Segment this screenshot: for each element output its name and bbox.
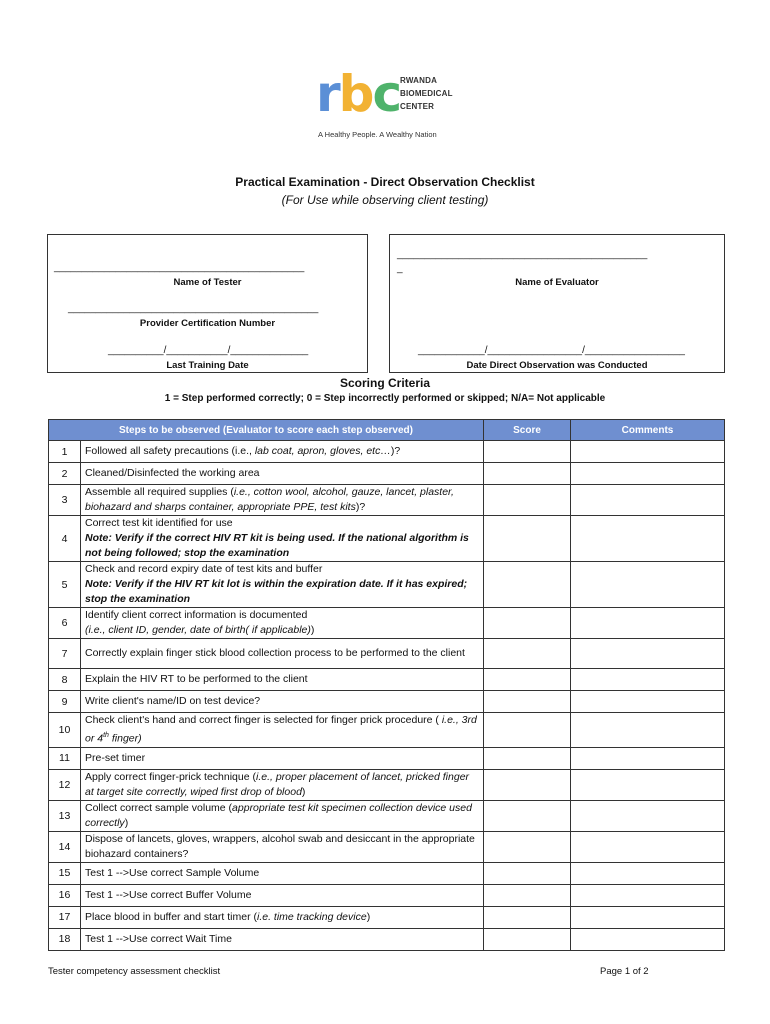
evaluator-name-label: Name of Evaluator	[515, 277, 599, 288]
table-row	[49, 713, 725, 748]
comments-cell[interactable]	[571, 906, 725, 928]
score-cell[interactable]	[484, 669, 571, 691]
table-row	[49, 485, 725, 516]
table-row	[49, 441, 725, 463]
comments-cell[interactable]	[571, 862, 725, 884]
evaluator-name-line-2: _	[397, 263, 403, 274]
score-cell[interactable]	[484, 516, 571, 562]
step-number: 14	[49, 831, 81, 862]
table-row	[49, 463, 725, 485]
step-number: 4	[49, 516, 81, 562]
comments-cell[interactable]	[571, 831, 725, 862]
step-text: i.e., proper placement of lancet, pricked finger at target site correctly, wiped first drop of blood	[85, 770, 470, 798]
table-row	[49, 884, 725, 906]
step-description	[81, 769, 484, 800]
tester-name-label: Name of Tester	[173, 277, 242, 288]
step-number: 8	[49, 669, 81, 691]
step-text: Correct test kit identified for use	[85, 517, 233, 529]
table-row	[49, 831, 725, 862]
table-row	[49, 639, 725, 669]
evaluator-name-line[interactable]: _____________________________________________	[397, 249, 648, 260]
comments-cell[interactable]	[571, 800, 725, 831]
scoring-criteria-title: Scoring Criteria	[339, 376, 431, 390]
step-description	[81, 691, 484, 713]
page-subtitle: (For Use while observing client testing)	[281, 193, 489, 207]
score-cell[interactable]	[484, 485, 571, 516]
step-description	[81, 831, 484, 862]
step-number: 1	[49, 441, 81, 463]
score-cell[interactable]	[484, 831, 571, 862]
step-number: 3	[49, 485, 81, 516]
comments-cell[interactable]	[571, 769, 725, 800]
step-text: Followed all safety precautions (i.e.,	[85, 445, 255, 457]
table-row	[49, 747, 725, 769]
table-row	[49, 562, 725, 608]
step-description	[81, 608, 484, 639]
step-number: 9	[49, 691, 81, 713]
step-text: Pre-set timer	[85, 751, 146, 764]
step-text: Note: Verify if the HIV RT kit lot is within the expiration date. If it has expired; stop the examination	[85, 578, 468, 605]
logo-letter-r: r	[316, 65, 339, 123]
logo-name-line: RWANDA	[400, 76, 438, 85]
table-row	[49, 691, 725, 713]
step-description	[81, 906, 484, 928]
step-number: 15	[49, 862, 81, 884]
step-number: 6	[49, 608, 81, 639]
comments-cell[interactable]	[571, 691, 725, 713]
score-header: Score	[484, 420, 571, 441]
step-text: finger)	[108, 732, 142, 745]
last-training-date-line[interactable]: __________/___________/______________	[108, 345, 309, 356]
logo-letter-b: b	[338, 65, 373, 123]
step-number: 10	[49, 713, 81, 748]
step-text: )	[366, 910, 371, 923]
step-text: Cleaned/Disinfected the working area	[85, 467, 260, 479]
step-description	[81, 862, 484, 884]
step-number: 5	[49, 562, 81, 608]
table-row	[49, 769, 725, 800]
step-text: (i.e., client ID, gender, date of birth( if applicable)	[85, 624, 311, 636]
step-number: 7	[49, 639, 81, 669]
step-text: lab coat, apron, gloves, etc…	[254, 445, 391, 457]
step-text: Test 1 -->Use correct Wait Time	[85, 932, 232, 945]
step-text: Test 1 -->Use correct Sample Volume	[85, 866, 260, 879]
steps-header: Steps to be observed (Evaluator to score each step observed)	[49, 420, 484, 441]
step-text: Identify client correct information is documented	[85, 609, 308, 621]
step-text: Collect correct sample volume (	[85, 801, 233, 814]
comments-cell[interactable]	[571, 669, 725, 691]
tester-info-box	[47, 234, 368, 373]
step-number: 11	[49, 747, 81, 769]
logo-tagline: A Healthy People. A Wealthy Nation	[318, 130, 437, 139]
score-cell[interactable]	[484, 608, 571, 639]
step-text: Note: Verify if the correct HIV RT kit is being used. If the national algorithm is not being followed; stop the examination	[85, 532, 469, 559]
scoring-criteria-desc: 1 = Step performed correctly; 0 = Step incorrectly performed or skipped; N/A= Not applicable	[164, 393, 606, 404]
score-cell[interactable]	[484, 906, 571, 928]
step-description	[81, 884, 484, 906]
score-cell[interactable]	[484, 463, 571, 485]
step-text: Place blood in buffer and start timer (	[85, 910, 257, 923]
tester-name-line[interactable]: _____________________________________________	[54, 262, 305, 273]
step-text: Test 1 -->Use correct Buffer Volume	[85, 888, 252, 901]
page-title: Practical Examination - Direct Observation Checklist	[235, 175, 535, 189]
provider-cert-line[interactable]: _____________________________________________	[68, 303, 319, 314]
step-text: Assemble all required supplies (	[85, 486, 234, 498]
step-text: Check and record expiry date of test kits and buffer	[85, 563, 323, 575]
score-cell[interactable]	[484, 769, 571, 800]
step-text: )?	[390, 445, 401, 457]
step-description	[81, 713, 484, 748]
score-cell[interactable]	[484, 639, 571, 669]
step-text: i.e. time tracking device	[256, 910, 367, 923]
step-text: )?	[355, 501, 366, 513]
table-header-row	[49, 420, 725, 441]
evaluator-info-box	[389, 234, 725, 373]
comments-cell[interactable]	[571, 747, 725, 769]
step-description	[81, 747, 484, 769]
step-text: i.e., 3rd or 4	[85, 714, 477, 745]
score-cell[interactable]	[484, 800, 571, 831]
score-cell[interactable]	[484, 713, 571, 748]
step-number: 12	[49, 769, 81, 800]
score-cell[interactable]	[484, 691, 571, 713]
observation-date-label: Date Direct Observation was Conducted	[466, 360, 648, 371]
step-description	[81, 516, 484, 562]
score-cell[interactable]	[484, 747, 571, 769]
comments-cell[interactable]	[571, 485, 725, 516]
logo-name-line: BIOMEDICAL	[400, 89, 453, 98]
table-row	[49, 800, 725, 831]
comments-cell[interactable]	[571, 608, 725, 639]
rbc-logo-letters	[316, 66, 400, 122]
step-text: Apply correct finger-prick technique (	[85, 770, 256, 783]
comments-cell[interactable]	[571, 639, 725, 669]
score-cell[interactable]	[484, 562, 571, 608]
table-row	[49, 906, 725, 928]
step-description	[81, 562, 484, 608]
logo-org-name	[400, 74, 453, 113]
step-text: Correctly explain finger stick blood collection process to be performed to the client	[85, 647, 465, 659]
table-row	[49, 862, 725, 884]
footer-doc-name: Tester competency assessment checklist	[48, 966, 221, 977]
step-description	[81, 800, 484, 831]
step-text: i.e., cotton wool, alcohol, gauze, lancet, plaster, biohazard and sharps container, appropriate PPE, test kits	[85, 486, 454, 513]
score-cell[interactable]	[484, 862, 571, 884]
step-text: Explain the HIV RT to be performed to the client	[85, 673, 308, 685]
checklist-table	[48, 419, 725, 951]
score-cell[interactable]	[484, 441, 571, 463]
comments-cell[interactable]	[571, 884, 725, 906]
comments-cell[interactable]	[571, 928, 725, 950]
comments-cell[interactable]	[571, 713, 725, 748]
step-number: 16	[49, 884, 81, 906]
score-cell[interactable]	[484, 884, 571, 906]
step-description	[81, 463, 484, 485]
footer-page-number: Page 1 of 2	[600, 966, 649, 977]
step-number: 18	[49, 928, 81, 950]
step-text: )	[301, 785, 306, 798]
logo-name-line: CENTER	[400, 102, 435, 111]
step-number: 17	[49, 906, 81, 928]
comments-cell[interactable]	[571, 441, 725, 463]
step-text: appropriate test kit specimen collection device used correctly	[85, 801, 472, 829]
step-text: )	[310, 624, 315, 636]
step-description	[81, 669, 484, 691]
step-text: th	[103, 732, 109, 739]
comments-cell[interactable]	[571, 463, 725, 485]
comments-header: Comments	[571, 420, 725, 441]
comments-cell[interactable]	[571, 516, 725, 562]
table-row	[49, 669, 725, 691]
provider-cert-label: Provider Certification Number	[139, 318, 276, 329]
score-cell[interactable]	[484, 928, 571, 950]
step-text: )	[124, 816, 129, 829]
step-text: Dispose of lancets, gloves, wrappers, alcohol swab and desiccant in the appropriate biohazard containers?	[85, 832, 475, 860]
step-text: Write client's name/ID on test device?	[85, 695, 261, 707]
step-text: Check client's hand and correct finger is selected for finger prick procedure (	[85, 714, 442, 726]
table-row	[49, 928, 725, 950]
observation-date-line[interactable]: ____________/_________________/__________________	[418, 345, 685, 356]
step-description	[81, 485, 484, 516]
step-number: 2	[49, 463, 81, 485]
table-row	[49, 608, 725, 639]
step-number: 13	[49, 800, 81, 831]
logo-letter-c: c	[372, 65, 401, 123]
step-description	[81, 928, 484, 950]
comments-cell[interactable]	[571, 562, 725, 608]
last-training-date-label: Last Training Date	[166, 360, 249, 371]
step-description	[81, 639, 484, 669]
step-description	[81, 441, 484, 463]
table-row	[49, 516, 725, 562]
